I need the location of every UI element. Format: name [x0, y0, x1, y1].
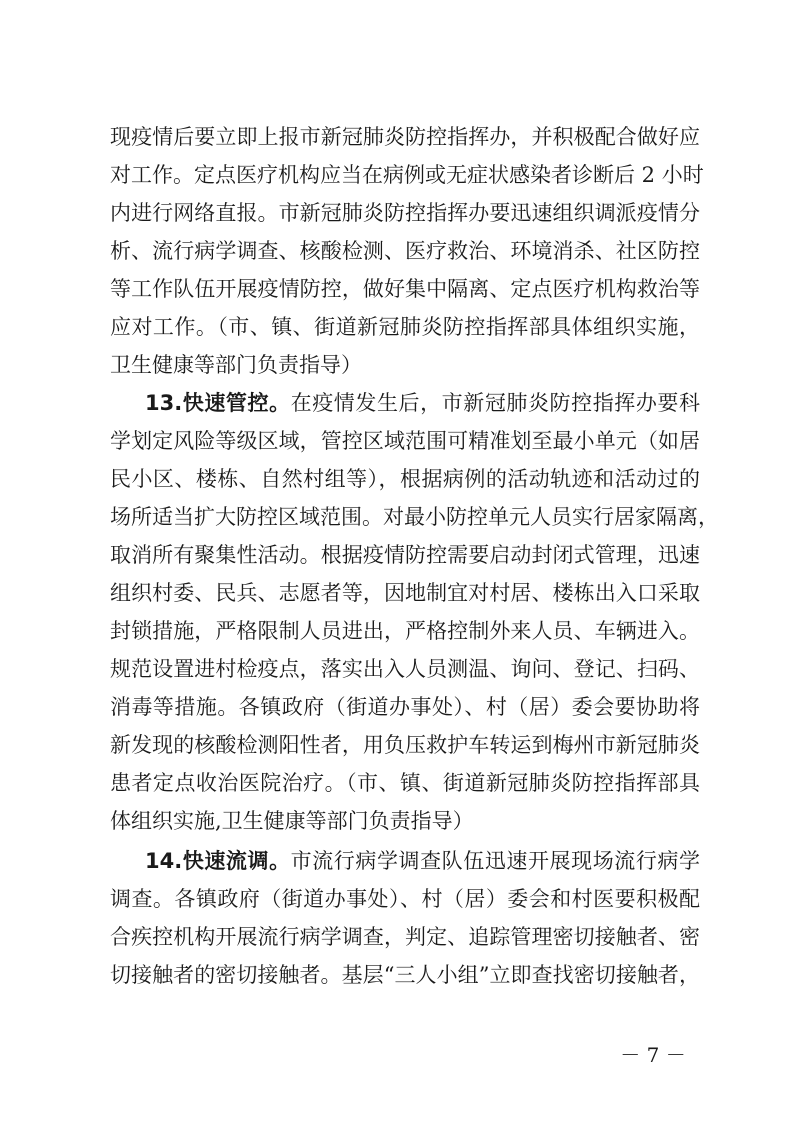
paragraph-line: 体组织实施,卫生健康等部门负责指导） [110, 809, 474, 833]
paragraph-line: 内进行网络直报。市新冠肺炎防控指挥办要迅速组织调派疫情分 [110, 201, 700, 225]
paragraph-line: 应对工作。（市、镇、街道新冠肺炎防控指挥部具体组织实施， [110, 315, 700, 339]
paragraph-line: 取消所有聚集性活动。根据疫情防控需要启动封闭式管理，迅速 [110, 543, 700, 567]
page-number: － 7 － [620, 1043, 686, 1067]
paragraph-line: 等工作队伍开展疫情防控，做好集中隔离、定点医疗机构救治等 [110, 277, 700, 301]
paragraph-line: 现疫情后要立即上报市新冠肺炎防控指挥办，并积极配合做好应 [110, 125, 700, 149]
paragraph-line: 封锁措施，严格限制人员进出，严格控制外来人员、车辆进入。 [110, 619, 700, 643]
paragraph-13-heading: 13.快速管控。 [145, 391, 291, 415]
paragraph-13-first-line-text: 在疫情发生后，市新冠肺炎防控指挥办要科 [290, 391, 701, 415]
paragraph-14-first-line-text: 市流行病学调查队伍迅速开展现场流行病学 [290, 849, 701, 873]
paragraph-line: 组织村委、民兵、志愿者等，因地制宜对村居、楼栋出入口采取 [110, 581, 700, 605]
paragraph-line: 卫生健康等部门负责指导） [110, 353, 362, 377]
paragraph-line: 场所适当扩大防控区域范围。对最小防控单元人员实行居家隔离， [110, 505, 719, 529]
paragraph-14-heading: 14.快速流调。 [145, 849, 291, 873]
paragraph-line: 析、流行病学调查、核酸检测、医疗救治、环境消杀、社区防控 [110, 239, 700, 263]
paragraph-14-first-line [145, 844, 700, 878]
paragraph-line: 民小区、楼栋、自然村组等），根据病例的活动轨迹和活动过的 [110, 467, 700, 491]
paragraph-13-first-line [145, 386, 700, 420]
paragraph-line: 学划定风险等级区域，管控区域范围可精准划至最小单元（如居 [110, 429, 700, 453]
paragraph-line: 对工作。定点医疗机构应当在病例或无症状感染者诊断后 2 小时 [110, 163, 704, 187]
paragraph-line: 患者定点收治医院治疗。（市、镇、街道新冠肺炎防控指挥部具 [110, 771, 700, 795]
paragraph-line: 合疾控机构开展流行病学调查，判定、追踪管理密切接触者、密 [110, 925, 700, 949]
paragraph-line: 消毒等措施。各镇政府（街道办事处）、村（居）委会要协助将 [110, 695, 700, 719]
paragraph-line: 切接触者的密切接触者。基层“三人小组”立即查找密切接触者， [110, 963, 700, 987]
paragraph-line: 规范设置进村检疫点，落实出入人员测温、询问、登记、扫码、 [110, 657, 700, 681]
paragraph-line: 新发现的核酸检测阳性者，用负压救护车转运到梅州市新冠肺炎 [110, 733, 700, 757]
paragraph-line: 调查。各镇政府（街道办事处）、村（居）委会和村医要积极配 [110, 887, 700, 911]
